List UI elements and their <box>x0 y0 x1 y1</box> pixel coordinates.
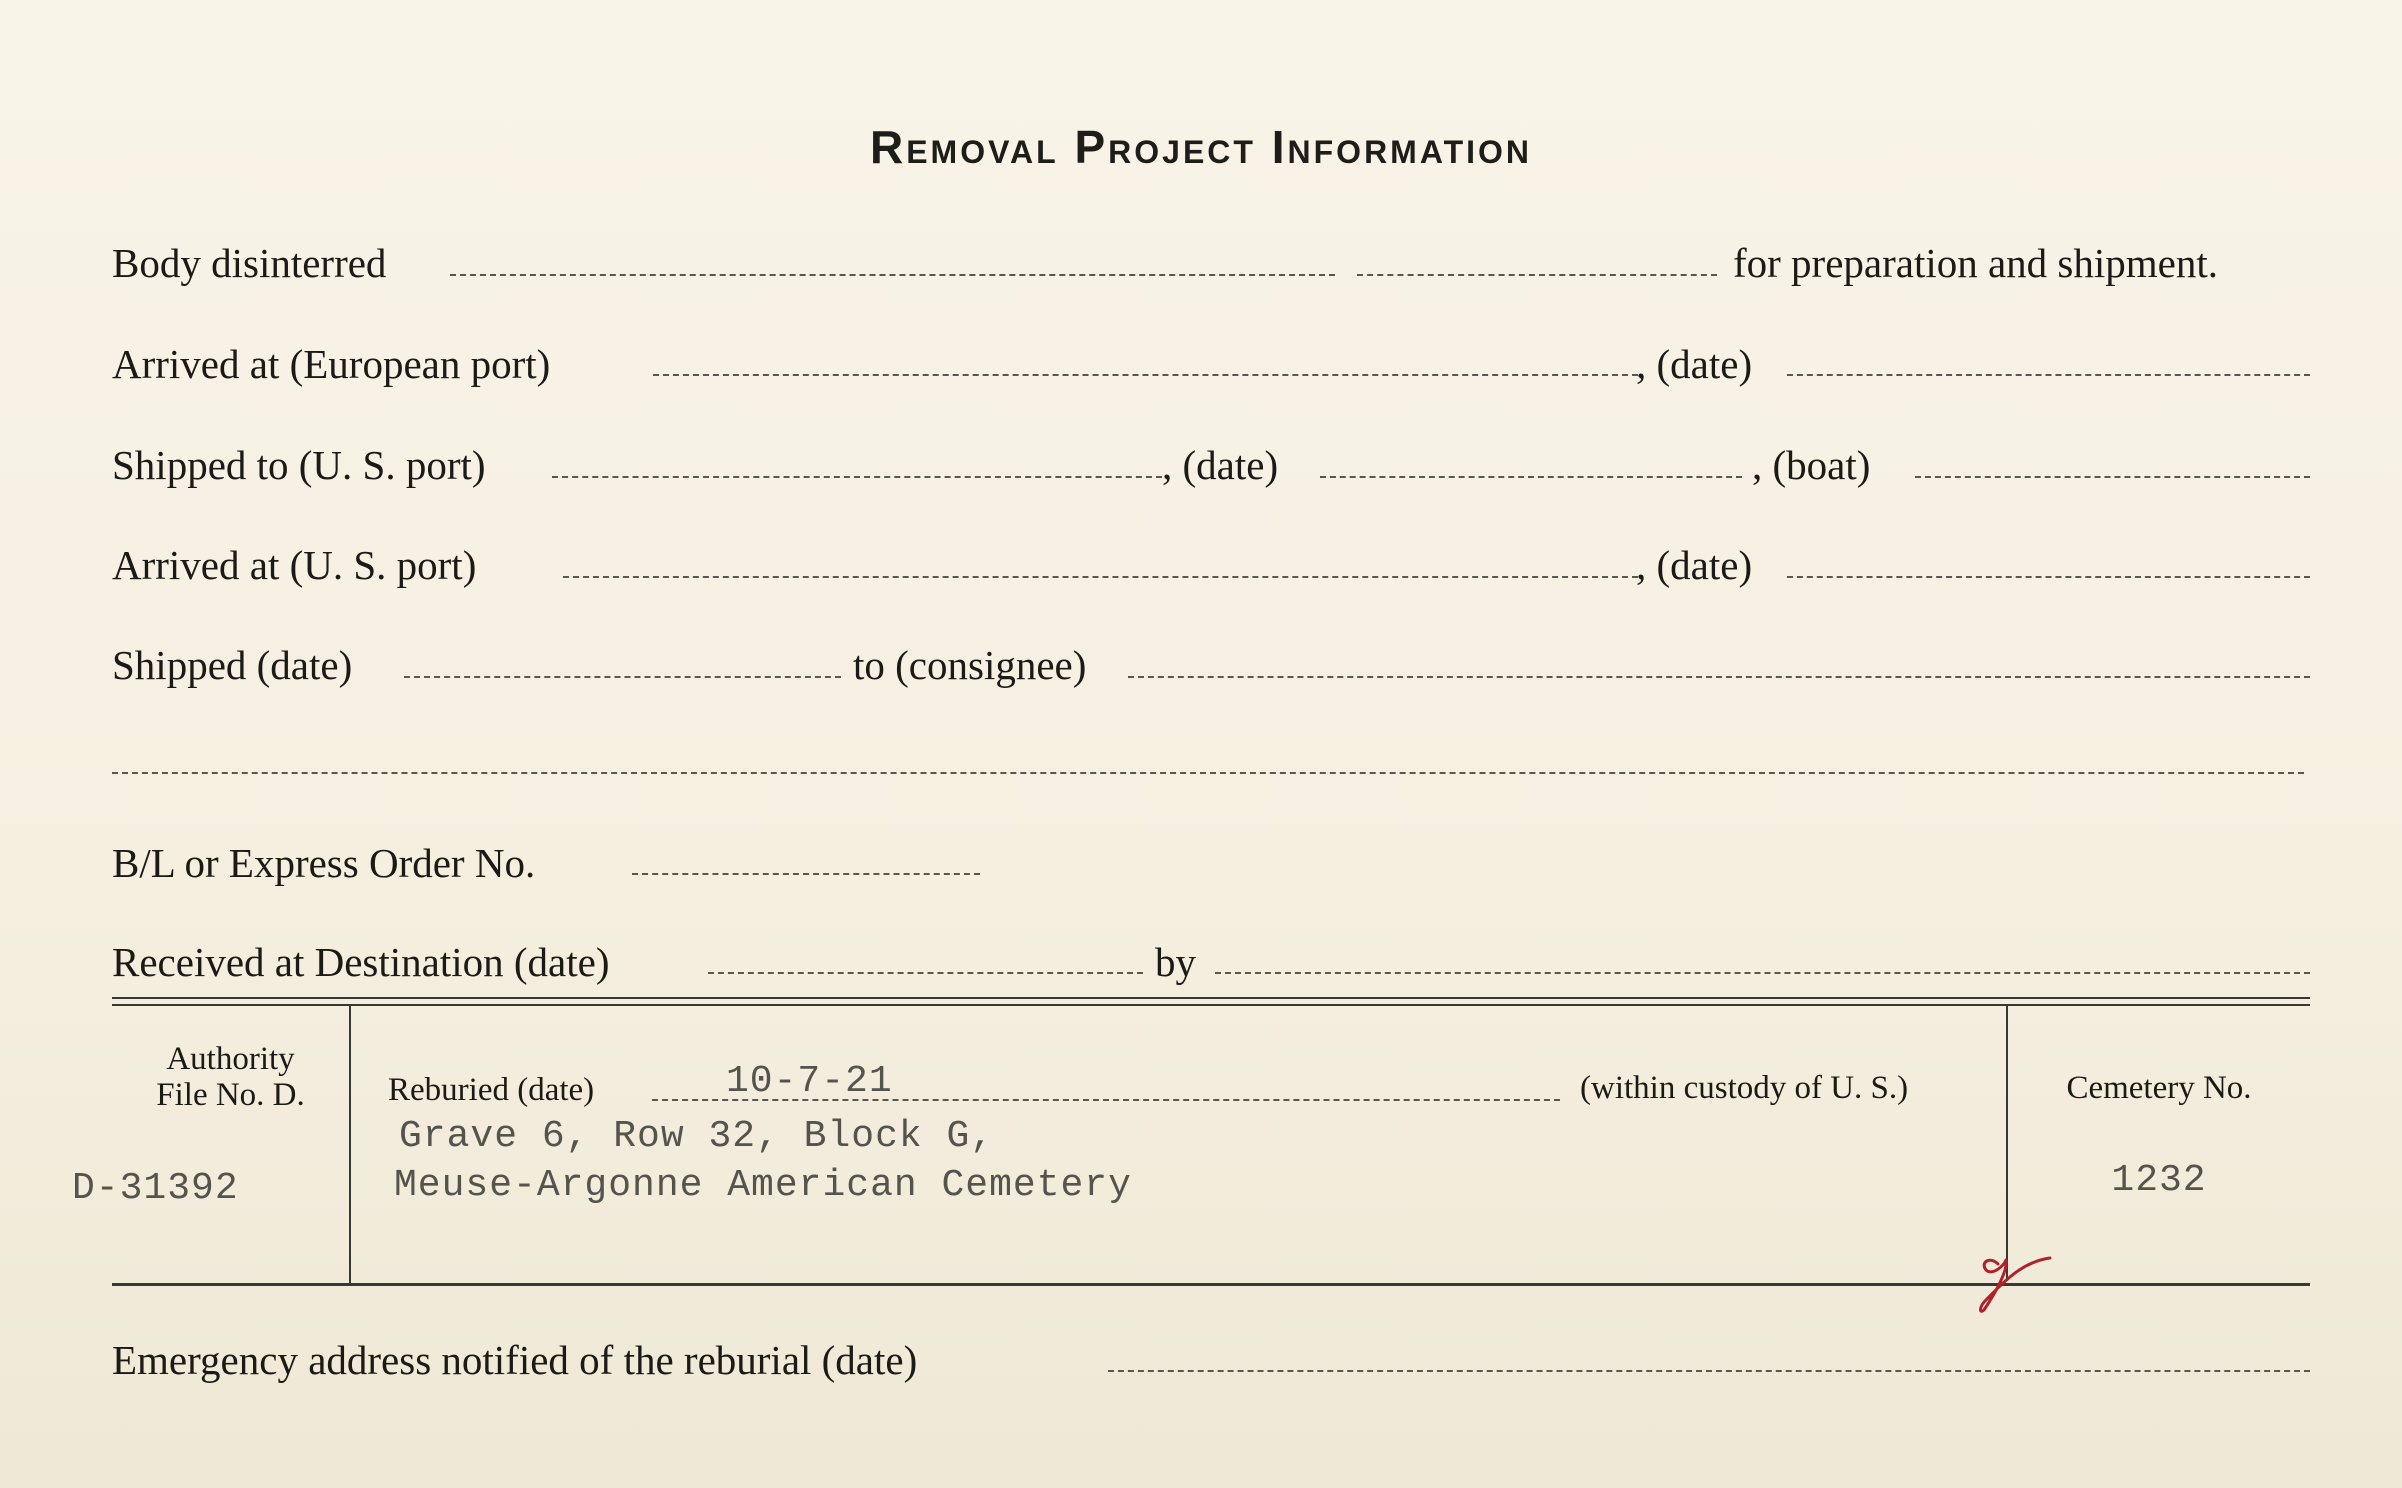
cemetery-name: Meuse-Argonne American Cemetery <box>394 1164 1132 1207</box>
shipped-us-date-label: , (date) <box>1162 442 1279 488</box>
emergency-label: Emergency address notified of the reburial (date) <box>112 1337 918 1383</box>
received-by-label: by <box>1155 939 1196 985</box>
body-disinterred-field-2 <box>1357 274 1717 276</box>
table-divider-left <box>349 1006 351 1283</box>
arrived-european-date-label: , (date) <box>1636 341 1753 387</box>
cemetery-number-label: Cemetery No. <box>2066 1070 2252 1106</box>
authority-label-line2: File No. D. <box>156 1077 305 1114</box>
shipped-us-date-field <box>1320 476 1742 478</box>
received-label: Received at Destination (date) <box>112 939 610 985</box>
authority-label-line1: Authority <box>166 1041 295 1077</box>
consignee-field <box>1128 676 2310 678</box>
body-disinterred-field-1 <box>450 274 1335 276</box>
consignee-label: to (consignee) <box>853 642 1087 688</box>
shipped-us-port-field <box>552 476 1162 478</box>
reburied-label: Reburied (date) <box>388 1072 595 1108</box>
red-ink-mark <box>1960 1236 2060 1316</box>
authority-label <box>112 1041 349 1114</box>
authority-file-number: D-31392 <box>72 1167 239 1210</box>
table-top-rule-2 <box>112 1004 2310 1006</box>
grave-location: Grave 6, Row 32, Block G, <box>399 1115 995 1158</box>
body-disinterred-label: Body disinterred <box>112 240 387 286</box>
arrived-european-date-field <box>1787 374 2310 376</box>
reburied-date: 10-7-21 <box>726 1060 893 1103</box>
received-date-field <box>708 972 1143 974</box>
card-title: Removal Project Information <box>869 121 1533 173</box>
cemetery-number: 1232 <box>2111 1159 2207 1202</box>
emergency-date-field <box>1108 1370 2310 1372</box>
custody-label: (within custody of U. S.) <box>1580 1070 1909 1106</box>
received-by-field <box>1215 972 2310 974</box>
table-top-rule-1 <box>112 997 2310 999</box>
body-disinterred-suffix: for preparation and shipment. <box>1733 240 2219 286</box>
bl-order-label: B/L or Express Order No. <box>112 840 536 886</box>
arrived-us-label: Arrived at (U. S. port) <box>112 542 477 588</box>
shipped-date-field <box>404 676 841 678</box>
arrived-european-label: Arrived at (European port) <box>112 341 551 387</box>
arrived-us-port-field <box>563 576 1638 578</box>
consignee-field-continued <box>112 772 2304 774</box>
shipped-us-boat-label: , (boat) <box>1752 442 1871 488</box>
shipped-us-boat-field <box>1915 476 2310 478</box>
arrived-us-date-field <box>1787 576 2310 578</box>
arrived-european-port-field <box>653 374 1638 376</box>
shipped-date-label: Shipped (date) <box>112 642 353 688</box>
arrived-us-date-label: , (date) <box>1636 542 1753 588</box>
shipped-us-label: Shipped to (U. S. port) <box>112 442 486 488</box>
bl-order-field <box>632 873 980 875</box>
